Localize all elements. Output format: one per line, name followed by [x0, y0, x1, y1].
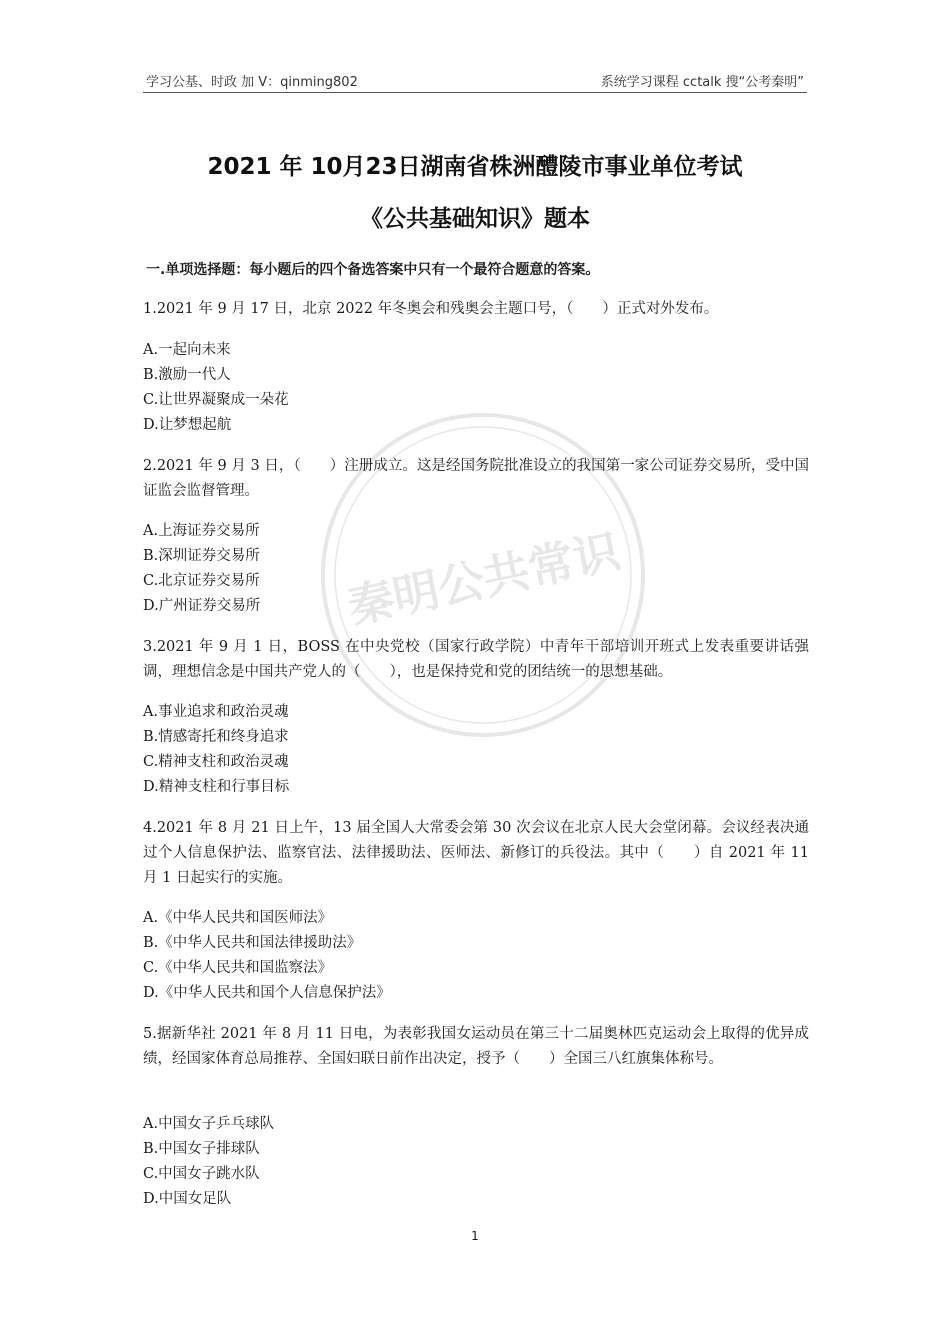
option: B.中国女子排球队	[143, 1141, 260, 1157]
question-options-2	[143, 519, 803, 619]
section-heading: 一.单项选择题：每小题后的四个备选答案中只有一个最符合题意的答案。	[146, 262, 600, 278]
document-title: 2021 年 10月23日湖南省株洲醴陵市事业单位考试	[207, 154, 743, 180]
option: B.《中华人民共和国法律援助法》	[143, 935, 362, 951]
question-stem-5: 5.据新华社 2021 年 8 月 11 日电，为表彰我国女运动员在第三十二届奥林匹克运动会上取得的优异成绩，经国家体育总局推荐、全国妇联日前作出决定，授予（ ）全国三八红旗集体称号。	[143, 1026, 809, 1067]
option: D.中国女足队	[143, 1191, 232, 1207]
document-subtitle: 《公共基础知识》题本	[360, 206, 590, 232]
option: C.中国女子跳水队	[143, 1166, 260, 1182]
page-header	[143, 68, 807, 93]
question-options-4	[143, 906, 803, 1006]
option: C.北京证券交易所	[143, 573, 260, 589]
question-options-3	[143, 700, 803, 800]
question-options-5	[143, 1112, 803, 1212]
option: A.上海证券交易所	[143, 523, 260, 539]
question-stem-1: 1.2021 年 9 月 17 日，北京 2022 年冬奥会和残奥会主题口号，（ ）正式对外发布。	[143, 301, 719, 317]
option: A.事业追求和政治灵魂	[143, 704, 289, 720]
option: D.让梦想起航	[143, 417, 232, 433]
page-number: 1	[471, 1229, 479, 1243]
option: C.《中华人民共和国监察法》	[143, 960, 333, 976]
question-stem-4: 4.2021 年 8 月 21 日上午，13 届全国人大常委会第 30 次会议在北京人民大会堂闭幕。会议经表决通过个人信息保护法、监察官法、法律援助法、医师法、新修订的兵役法。其中（ ）自 2021 年 11 月 1 日起实行的实施。	[143, 820, 809, 886]
header-right-text: 系统学习课程 cctalk 搜“公考秦明”	[600, 75, 804, 90]
watermark-text: 秦明公共常识	[343, 523, 625, 635]
question-options-1	[143, 338, 803, 438]
option: B.激励一代人	[143, 367, 231, 383]
option: C.让世界凝聚成一朵花	[143, 392, 289, 408]
option: B.深圳证券交易所	[143, 548, 260, 564]
question-stem-3: 3.2021 年 9 月 1 日，BOSS 在中央党校（国家行政学院）中青年干部培训开班式上发表重要讲话强调，理想信念是中国共产党人的（ ），也是保持党和党的团结统一的思想基础。	[143, 639, 809, 680]
option: A.《中华人民共和国医师法》	[143, 910, 333, 926]
option: A.一起向未来	[143, 342, 231, 358]
option: A.中国女子乒乓球队	[143, 1116, 275, 1132]
option: D.《中华人民共和国个人信息保护法》	[143, 985, 391, 1001]
question-stem-2: 2.2021 年 9 月 3 日，（ ）注册成立。这是经国务院批准设立的我国第一家公司证券交易所，受中国证监会监督管理。	[143, 458, 809, 499]
option: B.情感寄托和终身追求	[143, 729, 289, 745]
option: C.精神支柱和政治灵魂	[143, 754, 289, 770]
option: D.精神支柱和行事目标	[143, 779, 290, 795]
option: D.广州证券交易所	[143, 598, 261, 614]
header-left-text: 学习公基、时政 加 V：qinming802	[146, 75, 358, 90]
